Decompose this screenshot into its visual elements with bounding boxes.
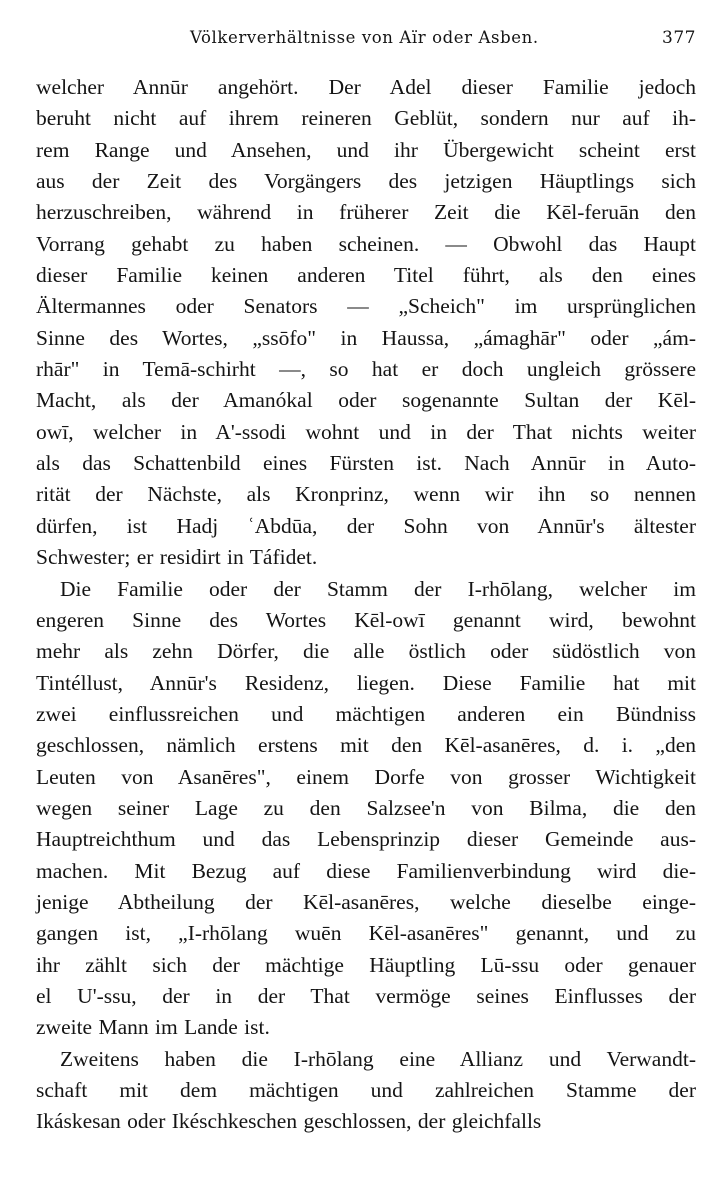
page-number: 377 <box>662 28 696 48</box>
paragraph <box>36 72 696 574</box>
text-line: Vorrang gehabt zu haben scheinen. — Obwohl das Haupt <box>36 231 696 256</box>
text-line: dürfen, ist Hadj ʿAbdūa, der Sohn von Annūr's ältester <box>36 513 696 538</box>
text-line: el U'-ssu, der in der That vermöge seines Einflusses der <box>36 983 696 1008</box>
running-title: Völkerverhältnisse von Aïr oder Asben. <box>190 28 539 47</box>
text-line: geschlossen, nämlich erstens mit den Kēl-asanēres, d. i. „den <box>36 733 696 758</box>
text-line: ihr zählt sich der mächtige Häuptling Lū-ssu oder genauer <box>36 952 696 977</box>
text-line: beruht nicht auf ihrem reineren Geblüt, sondern nur auf ih- <box>36 106 696 131</box>
text-line: welcher Annūr angehört. Der Adel dieser Familie jedoch <box>36 75 696 99</box>
text-line: Schwester; er residirt in Táfidet. <box>36 545 318 570</box>
text-line: Leuten von Asanēres", einem Dorfe von grosser Wichtigkeit <box>36 764 696 789</box>
text-line: rität der Nächste, als Kronprinz, wenn wir ihn so nennen <box>36 482 696 507</box>
text-line: zwei einflussreichen und mächtigen anderen ein Bündniss <box>36 701 696 726</box>
text-line: gangen ist, „I-rhōlang wuēn Kēl-asanēres" genannt, und zu <box>36 921 696 946</box>
text-line: jenige Abtheilung der Kēl-asanēres, welche dieselbe einge- <box>36 889 696 914</box>
text-line: rhār" in Temā-schirht —, so hat er doch ungleich grössere <box>36 357 696 382</box>
text-line: herzuschreiben, während in früherer Zeit die Kēl-feruān den <box>36 200 696 225</box>
text-line: dieser Familie keinen anderen Titel führt, als den eines <box>36 263 696 288</box>
text-line: Zweitens haben die I-rhōlang eine Allianz und Verwandt- <box>60 1046 696 1071</box>
paragraph <box>36 1044 696 1138</box>
text-line: rem Range und Ansehen, und ihr Übergewicht scheint erst <box>36 137 696 162</box>
text-line: Ältermannes oder Senators — „Scheich" im ursprünglichen <box>36 294 696 319</box>
text-line: Hauptreichthum und das Lebensprinzip dieser Gemeinde aus- <box>36 827 696 852</box>
text-line: owī, welcher in A'-ssodi wohnt und in der That nichts weiter <box>36 419 696 444</box>
paragraph <box>36 574 696 1044</box>
text-line: aus der Zeit des Vorgängers des jetzigen Häuptlings sich <box>36 169 696 194</box>
text-line: Ikáskesan oder Ikéschkeschen geschlossen, der gleichfalls <box>36 1109 542 1134</box>
text-line: als das Schattenbild eines Fürsten ist. Nach Annūr in Auto- <box>36 451 696 476</box>
running-header <box>36 28 696 56</box>
text-line: mehr als zehn Dörfer, die alle östlich oder südöstlich von <box>36 639 696 664</box>
text-line: Sinne des Wortes, „ssōfo" in Haussa, „ámaghār" oder „ám- <box>36 325 696 350</box>
text-line: Macht, als der Amanókal oder sogenannte Sultan der Kēl- <box>36 388 696 413</box>
text-line: Die Familie oder der Stamm der I-rhōlang, welcher im <box>60 576 696 601</box>
text-line: wegen seiner Lage zu den Salzsee'n von Bilma, die den <box>36 795 696 820</box>
text-line: engeren Sinne des Wortes Kēl-owī genannt wird, bewohnt <box>36 607 696 632</box>
text-line: machen. Mit Bezug auf diese Familienverbindung wird die- <box>36 858 696 883</box>
text-line: schaft mit dem mächtigen und zahlreichen Stamme der <box>36 1078 696 1102</box>
body-text <box>36 72 696 1138</box>
text-line: zweite Mann im Lande ist. <box>36 1015 270 1040</box>
text-line: Tintéllust, Annūr's Residenz, liegen. Diese Familie hat mit <box>36 670 696 695</box>
